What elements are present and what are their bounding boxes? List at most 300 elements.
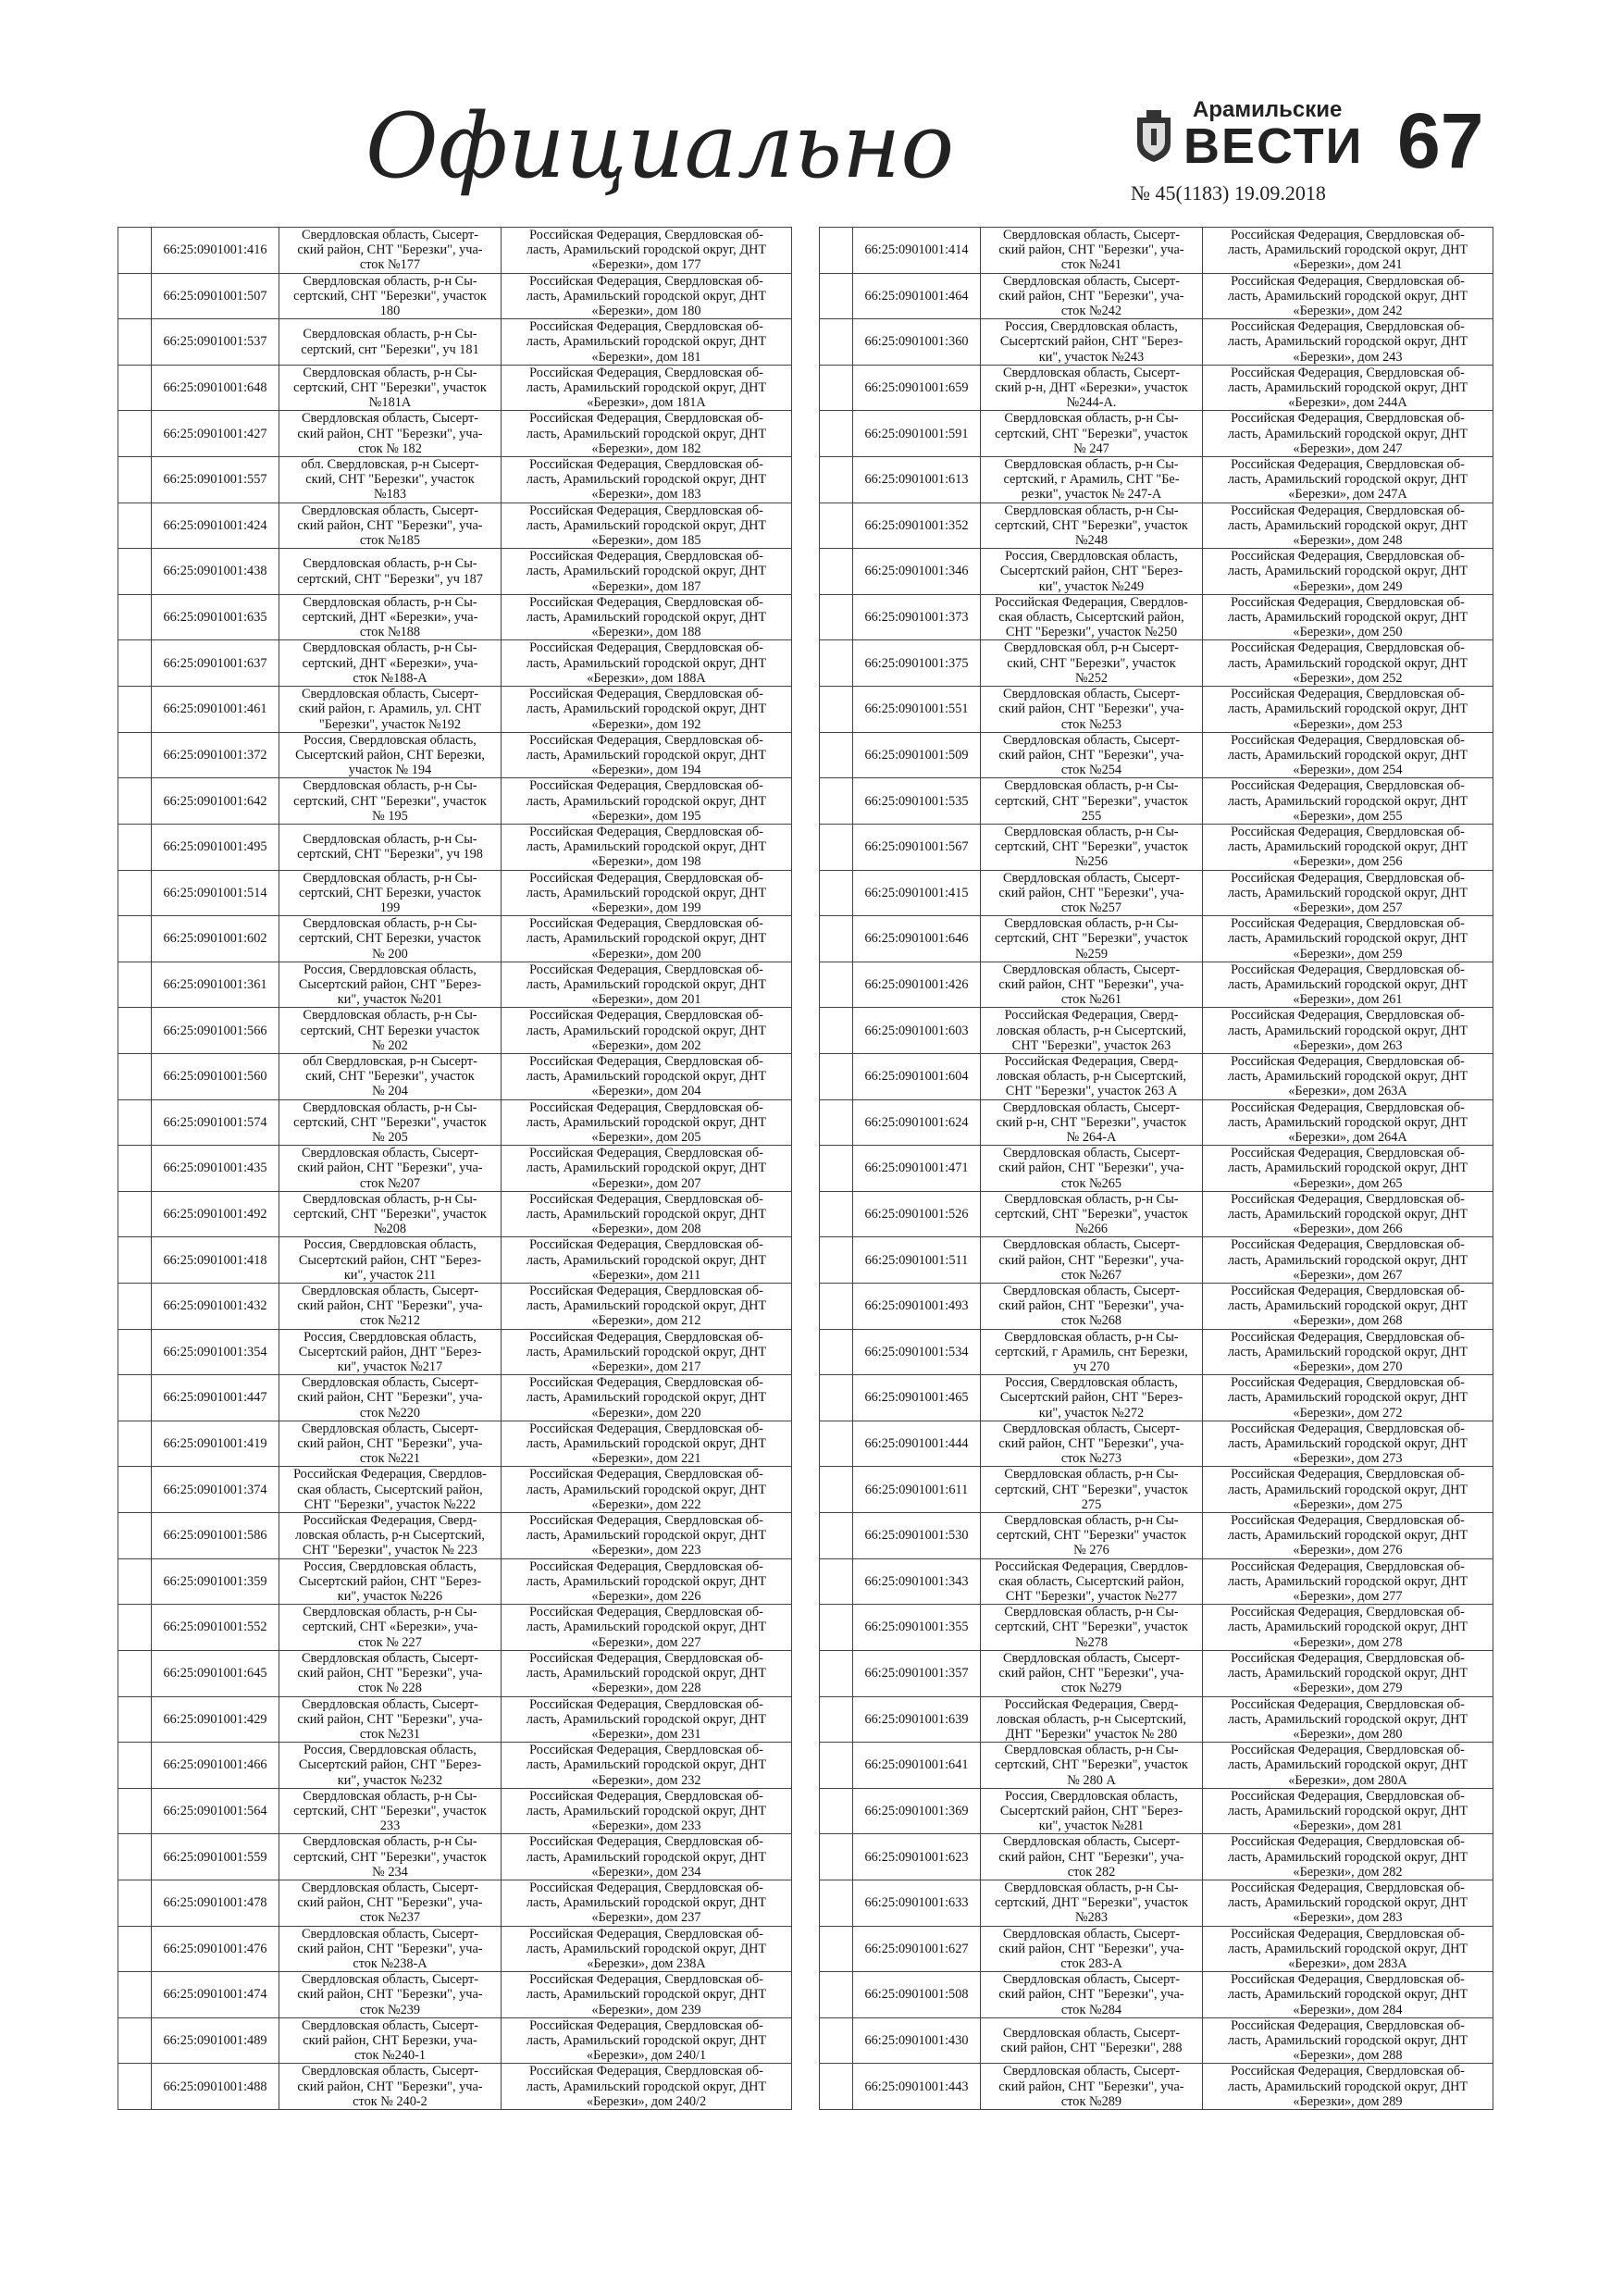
new-address-cell: Российская Федерация, Свердловская об- ласть, Арамильский городской округ, ДНТ «Березки», дом 220 [502, 1375, 792, 1421]
empty-cell [118, 1926, 152, 1972]
old-address-cell: Российская Федерация, Свердлов- ская область, Сысертский район, СНТ "Березки", участок №222 [279, 1467, 502, 1513]
table-row [118, 1191, 792, 1237]
empty-cell [118, 1558, 152, 1605]
old-address-cell: Свердловская область, Сысерт- ский район, СНТ "Березки", уча- сток №185 [279, 503, 502, 549]
empty-cell [118, 594, 152, 640]
new-address-cell: Российская Федерация, Свердловская об- ласть, Арамильский городской округ, ДНТ «Березки», дом 256 [1203, 824, 1493, 870]
old-address-cell: Свердловская область, Сысерт- ский район, СНТ "Березки", уча- сток №284 [981, 1972, 1203, 2018]
old-address-cell: Свердловская область, Сысерт- ский район, СНТ "Березки", уча- сток №239 [279, 1972, 502, 2018]
table-row [118, 1972, 792, 2018]
cadastral-number-cell: 66:25:0901001:567 [853, 824, 981, 870]
new-address-cell: Российская Федерация, Свердловская об- ласть, Арамильский городской округ, ДНТ «Березки», дом 255 [1203, 778, 1493, 825]
cadastral-number-cell: 66:25:0901001:645 [152, 1650, 279, 1696]
cadastral-number-cell: 66:25:0901001:492 [152, 1191, 279, 1237]
old-address-cell: Свердловская область, Сысерт- ский район, СНТ "Березки", уча- сток №273 [981, 1421, 1203, 1467]
new-address-cell: Российская Федерация, Свердловская об- ласть, Арамильский городской округ, ДНТ «Березки», дом 268 [1203, 1284, 1493, 1330]
old-address-cell: Российская Федерация, Сверд- ловская область, р-н Сысертский, СНТ "Березки", участок 263 А [981, 1053, 1203, 1099]
empty-cell [118, 1696, 152, 1743]
logo-line2: ВЕСТИ [1183, 118, 1364, 174]
old-address-cell: Свердловская область, Сысерт- ский район, СНТ "Березки", уча- сток №279 [981, 1650, 1203, 1696]
old-address-cell: Свердловская область, Сысерт- ский р-н, ДНТ «Березки», участок №244-А. [981, 365, 1203, 411]
empty-cell [118, 732, 152, 778]
empty-cell [118, 228, 152, 274]
new-address-cell: Российская Федерация, Свердловская об- ласть, Арамильский городской округ, ДНТ «Березки», дом 199 [502, 870, 792, 916]
new-address-cell: Российская Федерация, Свердловская об- ласть, Арамильский городской округ, ДНТ «Березки», дом 227 [502, 1605, 792, 1651]
old-address-cell: Свердловская область, р-н Сы- сертский, г Арамиль, снт Березки, уч 270 [981, 1329, 1203, 1375]
cadastral-number-cell: 66:25:0901001:535 [853, 778, 981, 825]
new-address-cell: Российская Федерация, Свердловская об- ласть, Арамильский городской округ, ДНТ «Березки», дом 247А [1203, 457, 1493, 503]
new-address-cell: Российская Федерация, Свердловская об- ласть, Арамильский городской округ, ДНТ «Березки», дом 223 [502, 1513, 792, 1559]
empty-cell [118, 1650, 152, 1696]
new-address-cell: Российская Федерация, Свердловская об- ласть, Арамильский городской округ, ДНТ «Березки», дом 204 [502, 1053, 792, 1099]
cadastral-number-cell: 66:25:0901001:444 [853, 1421, 981, 1467]
empty-cell [820, 549, 853, 595]
new-address-cell: Российская Федерация, Свердловская об- ласть, Арамильский городской округ, ДНТ «Березки», дом 288 [1203, 2017, 1493, 2064]
new-address-cell: Российская Федерация, Свердловская об- ласть, Арамильский городской округ, ДНТ «Березки», дом 242 [1203, 273, 1493, 319]
new-address-cell: Российская Федерация, Свердловская об- ласть, Арамильский городской округ, ДНТ «Березки», дом 281 [1203, 1788, 1493, 1834]
empty-cell [118, 1788, 152, 1834]
cadastral-number-cell: 66:25:0901001:427 [152, 411, 279, 457]
new-address-cell: Российская Федерация, Свердловская об- ласть, Арамильский городской округ, ДНТ «Березки», дом 183 [502, 457, 792, 503]
cadastral-number-cell: 66:25:0901001:419 [152, 1421, 279, 1467]
cadastral-number-cell: 66:25:0901001:355 [853, 1605, 981, 1651]
cadastral-number-cell: 66:25:0901001:574 [152, 1099, 279, 1146]
table-row [118, 1329, 792, 1375]
empty-cell [118, 1284, 152, 1330]
empty-cell [820, 1880, 853, 1926]
cadastral-number-cell: 66:25:0901001:493 [853, 1284, 981, 1330]
old-address-cell: Свердловская область, р-н Сы- сертский, СНТ «Березки», уча- сток № 227 [279, 1605, 502, 1651]
table-row [820, 1513, 1493, 1559]
new-address-cell: Российская Федерация, Свердловская об- ласть, Арамильский городской округ, ДНТ «Березки», дом 280 [1203, 1696, 1493, 1743]
empty-cell [118, 549, 152, 595]
new-address-cell: Российская Федерация, Свердловская об- ласть, Арамильский городской округ, ДНТ «Березки», дом 222 [502, 1467, 792, 1513]
old-address-cell: Российская Федерация, Сверд- ловская область, р-н Сысертский, СНТ "Березки", участок № 223 [279, 1513, 502, 1559]
old-address-cell: Свердловская область, Сысерт- ский район, СНТ Березки, уча- сток №240-1 [279, 2017, 502, 2064]
cadastral-number-cell: 66:25:0901001:659 [853, 365, 981, 411]
old-address-cell: Свердловская область, р-н Сы- сертский, СНТ "Березки", участок № 247 [981, 411, 1203, 457]
empty-cell [118, 1513, 152, 1559]
empty-cell [820, 1513, 853, 1559]
empty-cell [820, 1099, 853, 1146]
empty-cell [118, 2017, 152, 2064]
new-address-cell: Российская Федерация, Свердловская об- ласть, Арамильский городской округ, ДНТ «Березки», дом 233 [502, 1788, 792, 1834]
empty-cell [118, 365, 152, 411]
new-address-cell: Российская Федерация, Свердловская об- ласть, Арамильский городской округ, ДНТ «Березки», дом 252 [1203, 640, 1493, 687]
new-address-cell: Российская Федерация, Свердловская об- ласть, Арамильский городской округ, ДНТ «Березки», дом 212 [502, 1284, 792, 1330]
cadastral-number-cell: 66:25:0901001:418 [152, 1237, 279, 1284]
empty-cell [118, 411, 152, 457]
empty-cell [118, 1146, 152, 1192]
empty-cell [118, 916, 152, 962]
new-address-cell: Российская Федерация, Свердловская об- ласть, Арамильский городской округ, ДНТ «Березки», дом 237 [502, 1880, 792, 1926]
table-row [820, 1696, 1493, 1743]
new-address-cell: Российская Федерация, Свердловская об- ласть, Арамильский городской округ, ДНТ «Березки», дом 188А [502, 640, 792, 687]
empty-cell [118, 1237, 152, 1284]
table-row [118, 1421, 792, 1467]
section-title: Официально [365, 94, 955, 198]
new-address-cell: Российская Федерация, Свердловская об- ласть, Арамильский городской округ, ДНТ «Березки», дом 240/2 [502, 2064, 792, 2110]
old-address-cell: Свердловская область, р-н Сы- сертский, ДНТ "Березки", участок №283 [981, 1880, 1203, 1926]
table-row [820, 962, 1493, 1008]
new-address-cell: Российская Федерация, Свердловская об- ласть, Арамильский городской округ, ДНТ «Березки», дом 261 [1203, 962, 1493, 1008]
cadastral-number-cell: 66:25:0901001:447 [152, 1375, 279, 1421]
new-address-cell: Российская Федерация, Свердловская об- ласть, Арамильский городской округ, ДНТ «Березки», дом 259 [1203, 916, 1493, 962]
cadastral-number-cell: 66:25:0901001:637 [152, 640, 279, 687]
empty-cell [820, 273, 853, 319]
table-row [118, 1834, 792, 1880]
table-row [118, 1146, 792, 1192]
new-address-cell: Российская Федерация, Свердловская об- ласть, Арамильский городской округ, ДНТ «Березки», дом 234 [502, 1834, 792, 1880]
cadastral-number-cell: 66:25:0901001:507 [152, 273, 279, 319]
new-address-cell: Российская Федерация, Свердловская об- ласть, Арамильский городской округ, ДНТ «Березки», дом 253 [1203, 687, 1493, 733]
new-address-cell: Российская Федерация, Свердловская об- ласть, Арамильский городской округ, ДНТ «Березки», дом 254 [1203, 732, 1493, 778]
cadastral-number-cell: 66:25:0901001:646 [853, 916, 981, 962]
cadastral-number-cell: 66:25:0901001:639 [853, 1696, 981, 1743]
table-row [118, 870, 792, 916]
cadastral-number-cell: 66:25:0901001:464 [853, 273, 981, 319]
cadastral-number-cell: 66:25:0901001:343 [853, 1558, 981, 1605]
empty-cell [118, 687, 152, 733]
empty-cell [820, 503, 853, 549]
cadastral-number-cell: 66:25:0901001:461 [152, 687, 279, 733]
table-row [820, 503, 1493, 549]
empty-cell [118, 1053, 152, 1099]
old-address-cell: Свердловская область, р-н Сы- сертский, СНТ "Березки", уч 198 [279, 824, 502, 870]
empty-cell [118, 2064, 152, 2110]
new-address-cell: Российская Федерация, Свердловская об- ласть, Арамильский городской округ, ДНТ «Березки», дом 181А [502, 365, 792, 411]
table-row [118, 1099, 792, 1146]
cadastral-number-cell: 66:25:0901001:432 [152, 1284, 279, 1330]
table-row [118, 365, 792, 411]
old-address-cell: Свердловская область, р-н Сы- сертский, СНТ "Березки", участок №248 [981, 503, 1203, 549]
old-address-cell: Свердловская область, Сысерт- ский район, СНТ "Березки", уча- сток №265 [981, 1146, 1203, 1192]
new-address-cell: Российская Федерация, Свердловская об- ласть, Арамильский городской округ, ДНТ «Березки», дом 228 [502, 1650, 792, 1696]
new-address-cell: Российская Федерация, Свердловская об- ласть, Арамильский городской округ, ДНТ «Березки», дом 265 [1203, 1146, 1493, 1192]
new-address-cell: Российская Федерация, Свердловская об- ласть, Арамильский городской округ, ДНТ «Березки», дом 198 [502, 824, 792, 870]
new-address-cell: Российская Федерация, Свердловская об- ласть, Арамильский городской округ, ДНТ «Березки», дом 240/1 [502, 2017, 792, 2064]
cadastral-number-cell: 66:25:0901001:354 [152, 1329, 279, 1375]
old-address-cell: Свердловская область, Сысерт- ский район, СНТ "Березки", уча- сток №289 [981, 2064, 1203, 2110]
table-row [820, 1972, 1493, 2018]
cadastral-number-cell: 66:25:0901001:552 [152, 1605, 279, 1651]
empty-cell [820, 1834, 853, 1880]
old-address-cell: Свердловская область, Сысерт- ский район, СНТ "Березки", уча- сток №257 [981, 870, 1203, 916]
empty-cell [820, 732, 853, 778]
table-row [820, 1099, 1493, 1146]
empty-cell [820, 1053, 853, 1099]
table-row [118, 457, 792, 503]
table-row [820, 1743, 1493, 1789]
cadastral-number-cell: 66:25:0901001:514 [152, 870, 279, 916]
old-address-cell: Российская Федерация, Свердлов- ская область, Сысертский район, СНТ "Березки", участок №250 [981, 594, 1203, 640]
table-row [118, 319, 792, 366]
cadastral-number-cell: 66:25:0901001:537 [152, 319, 279, 366]
new-address-cell: Российская Федерация, Свердловская об- ласть, Арамильский городской округ, ДНТ «Березки», дом 275 [1203, 1467, 1493, 1513]
registry-table-left [118, 227, 792, 2110]
table-row [118, 1375, 792, 1421]
cadastral-number-cell: 66:25:0901001:375 [853, 640, 981, 687]
cadastral-number-cell: 66:25:0901001:642 [152, 778, 279, 825]
old-address-cell: Свердловская область, р-н Сы- сертский, СНТ "Березки", участок 233 [279, 1788, 502, 1834]
empty-cell [820, 594, 853, 640]
new-address-cell: Российская Федерация, Свердловская об- ласть, Арамильский городской округ, ДНТ «Березки», дом 217 [502, 1329, 792, 1375]
cadastral-number-cell: 66:25:0901001:557 [152, 457, 279, 503]
table-row [820, 1788, 1493, 1834]
table-row [118, 228, 792, 274]
empty-cell [118, 273, 152, 319]
old-address-cell: Российская Федерация, Сверд- ловская область, р-н Сысертский, СНТ "Березки", участок 263 [981, 1008, 1203, 1054]
new-address-cell: Российская Федерация, Свердловская об- ласть, Арамильский городской округ, ДНТ «Березки», дом 177 [502, 228, 792, 274]
new-address-cell: Российская Федерация, Свердловская об- ласть, Арамильский городской округ, ДНТ «Березки», дом 192 [502, 687, 792, 733]
new-address-cell: Российская Федерация, Свердловская об- ласть, Арамильский городской округ, ДНТ «Березки», дом 195 [502, 778, 792, 825]
table-row [820, 319, 1493, 366]
old-address-cell: Свердловская область, Сысерт- ский район, СНТ "Березки", уча- сток №242 [981, 273, 1203, 319]
new-address-cell: Российская Федерация, Свердловская об- ласть, Арамильский городской округ, ДНТ «Березки», дом 185 [502, 503, 792, 549]
cadastral-number-cell: 66:25:0901001:627 [853, 1926, 981, 1972]
cadastral-number-cell: 66:25:0901001:623 [853, 1834, 981, 1880]
empty-cell [118, 1972, 152, 2018]
old-address-cell: Свердловская область, р-н Сы- сертский, СНТ "Березки", участок № 234 [279, 1834, 502, 1880]
old-address-cell: Свердловская область, р-н Сы- сертский, СНТ Березки участок № 202 [279, 1008, 502, 1054]
empty-cell [820, 1237, 853, 1284]
old-address-cell: Россия, Свердловская область, Сысертский район, СНТ "Берез- ки", участок №201 [279, 962, 502, 1008]
old-address-cell: Свердловская область, Сысерт- ский район, СНТ "Березки", уча- сток №212 [279, 1284, 502, 1330]
cadastral-number-cell: 66:25:0901001:611 [853, 1467, 981, 1513]
new-address-cell: Российская Федерация, Свердловская об- ласть, Арамильский городской округ, ДНТ «Березки», дом 211 [502, 1237, 792, 1284]
old-address-cell: Свердловская область, р-н Сы- сертский, СНТ "Березки", участок № 280 А [981, 1743, 1203, 1789]
cadastral-number-cell: 66:25:0901001:372 [152, 732, 279, 778]
table-row [118, 594, 792, 640]
old-address-cell: Россия, Свердловская область, Сысертский район, СНТ Березки, участок № 194 [279, 732, 502, 778]
new-address-cell: Российская Федерация, Свердловская об- ласть, Арамильский городской округ, ДНТ «Березки», дом 248 [1203, 503, 1493, 549]
new-address-cell: Российская Федерация, Свердловская об- ласть, Арамильский городской округ, ДНТ «Березки», дом 283 [1203, 1880, 1493, 1926]
new-address-cell: Российская Федерация, Свердловская об- ласть, Арамильский городской округ, ДНТ «Березки», дом 283А [1203, 1926, 1493, 1972]
table-row [118, 1605, 792, 1651]
old-address-cell: Свердловская область, Сысерт- ский район, СНТ "Березки", уча- сток №237 [279, 1880, 502, 1926]
table-row [118, 1696, 792, 1743]
empty-cell [820, 687, 853, 733]
new-address-cell: Российская Федерация, Свердловская об- ласть, Арамильский городской округ, ДНТ «Березки», дом 289 [1203, 2064, 1493, 2110]
table-row [820, 687, 1493, 733]
cadastral-number-cell: 66:25:0901001:352 [853, 503, 981, 549]
new-address-cell: Российская Федерация, Свердловская об- ласть, Арамильский городской округ, ДНТ «Березки», дом 181 [502, 319, 792, 366]
old-address-cell: Россия, Свердловская область, Сысертский район, СНТ "Берез- ки", участок №281 [981, 1788, 1203, 1834]
newspaper-logo [1134, 97, 1364, 190]
new-address-cell: Российская Федерация, Свердловская об- ласть, Арамильский городской округ, ДНТ «Березки», дом 270 [1203, 1329, 1493, 1375]
table-row [820, 549, 1493, 595]
old-address-cell: Свердловская область, р-н Сы- сертский, СНТ "Березки", уч 187 [279, 549, 502, 595]
cadastral-number-cell: 66:25:0901001:534 [853, 1329, 981, 1375]
empty-cell [820, 2017, 853, 2064]
table-row [118, 778, 792, 825]
empty-cell [118, 457, 152, 503]
empty-cell [118, 1467, 152, 1513]
old-address-cell: Свердловская область, р-н Сы- сертский, СНТ "Березки" участок № 276 [981, 1513, 1203, 1559]
empty-cell [118, 503, 152, 549]
table-row [118, 916, 792, 962]
empty-cell [820, 365, 853, 411]
empty-cell [820, 916, 853, 962]
new-address-cell: Российская Федерация, Свердловская об- ласть, Арамильский городской округ, ДНТ «Березки», дом 279 [1203, 1650, 1493, 1696]
cadastral-number-cell: 66:25:0901001:488 [152, 2064, 279, 2110]
old-address-cell: Российская Федерация, Свердлов- ская область, Сысертский район, СНТ "Березки", участок №277 [981, 1558, 1203, 1605]
new-address-cell: Российская Федерация, Свердловская об- ласть, Арамильский городской округ, ДНТ «Березки», дом 231 [502, 1696, 792, 1743]
empty-cell [820, 1605, 853, 1651]
cadastral-number-cell: 66:25:0901001:508 [853, 1972, 981, 2018]
registry-table-right [819, 227, 1493, 2110]
old-address-cell: Свердловская область, Сысерт- ский район, СНТ "Березки", уча- сток №221 [279, 1421, 502, 1467]
empty-cell [820, 778, 853, 825]
new-address-cell: Российская Федерация, Свердловская об- ласть, Арамильский городской округ, ДНТ «Березки», дом 244А [1203, 365, 1493, 411]
cadastral-number-cell: 66:25:0901001:564 [152, 1788, 279, 1834]
old-address-cell: Свердловская область, Сысерт- ский район, СНТ "Березки", уча- сток №253 [981, 687, 1203, 733]
old-address-cell: Российская Федерация, Сверд- ловская область, р-н Сысертский, ДНТ "Березки" участок № 280 [981, 1696, 1203, 1743]
cadastral-number-cell: 66:25:0901001:489 [152, 2017, 279, 2064]
new-address-cell: Российская Федерация, Свердловская об- ласть, Арамильский городской округ, ДНТ «Березки», дом 280А [1203, 1743, 1493, 1789]
new-address-cell: Российская Федерация, Свердловская об- ласть, Арамильский городской округ, ДНТ «Березки», дом 263А [1203, 1053, 1493, 1099]
cadastral-number-cell: 66:25:0901001:474 [152, 1972, 279, 2018]
old-address-cell: Свердловская обл, р-н Сысерт- ский, СНТ "Березки", участок №252 [981, 640, 1203, 687]
old-address-cell: Россия, Свердловская область, Сысертский район, СНТ "Берез- ки", участок 211 [279, 1237, 502, 1284]
table-row [820, 2064, 1493, 2110]
cadastral-number-cell: 66:25:0901001:551 [853, 687, 981, 733]
table-row [118, 1008, 792, 1054]
old-address-cell: Свердловская область, Сысерт- ский район, СНТ "Березки", уча- сток №238-А [279, 1926, 502, 1972]
new-address-cell: Российская Федерация, Свердловская об- ласть, Арамильский городской округ, ДНТ «Березки», дом 278 [1203, 1605, 1493, 1651]
cadastral-number-cell: 66:25:0901001:648 [152, 365, 279, 411]
new-address-cell: Российская Федерация, Свердловская об- ласть, Арамильский городской округ, ДНТ «Березки», дом 276 [1203, 1513, 1493, 1559]
old-address-cell: Россия, Свердловская область, Сысертский район, СНТ "Берез- ки", участок №226 [279, 1558, 502, 1605]
table-row [118, 1926, 792, 1972]
table-row [820, 824, 1493, 870]
old-address-cell: Свердловская область, р-н Сы- сертский, СНТ "Березки", участок №278 [981, 1605, 1203, 1651]
table-row [820, 1191, 1493, 1237]
table-row [118, 1743, 792, 1789]
cadastral-number-cell: 66:25:0901001:495 [152, 824, 279, 870]
cadastral-number-cell: 66:25:0901001:465 [853, 1375, 981, 1421]
table-row [118, 2017, 792, 2064]
old-address-cell: Свердловская область, Сысерт- ский район, СНТ "Березки", 288 [981, 2017, 1203, 2064]
new-address-cell: Российская Федерация, Свердловская об- ласть, Арамильский городской округ, ДНТ «Березки», дом 194 [502, 732, 792, 778]
old-address-cell: Свердловская область, Сысерт- ский район, СНТ "Березки", уча- сток № 240-2 [279, 2064, 502, 2110]
table-row [820, 640, 1493, 687]
table-row [820, 594, 1493, 640]
empty-cell [820, 319, 853, 366]
old-address-cell: Свердловская область, Сысерт- ский район, СНТ "Березки", уча- сток №177 [279, 228, 502, 274]
cadastral-number-cell: 66:25:0901001:426 [853, 962, 981, 1008]
cadastral-number-cell: 66:25:0901001:346 [853, 549, 981, 595]
empty-cell [820, 2064, 853, 2110]
empty-cell [820, 1421, 853, 1467]
empty-cell [118, 1743, 152, 1789]
issue-date: № 45(1183) 19.09.2018 [1131, 181, 1326, 205]
table-row [118, 1053, 792, 1099]
old-address-cell: Свердловская область, р-н Сы- сертский, СНТ "Березки", участок №181А [279, 365, 502, 411]
new-address-cell: Российская Федерация, Свердловская об- ласть, Арамильский городской округ, ДНТ «Березки», дом 266 [1203, 1191, 1493, 1237]
empty-cell [820, 1696, 853, 1743]
old-address-cell: Свердловская область, Сысерт- ский район, СНТ "Березки", уча- сток №268 [981, 1284, 1203, 1330]
new-address-cell: Российская Федерация, Свердловская об- ласть, Арамильский городской округ, ДНТ «Березки», дом 241 [1203, 228, 1493, 274]
empty-cell [820, 1284, 853, 1330]
logo-line1: Арамильские [1193, 97, 1343, 122]
empty-cell [820, 1558, 853, 1605]
old-address-cell: Свердловская область, Сысерт- ский район, г. Арамиль, ул. СНТ "Березки", участок №192 [279, 687, 502, 733]
empty-cell [118, 1329, 152, 1375]
old-address-cell: Россия, Свердловская область, Сысертский район, СНТ "Берез- ки", участок №249 [981, 549, 1203, 595]
empty-cell [820, 1926, 853, 1972]
old-address-cell: Россия, Свердловская область, Сысертский район, СНТ "Берез- ки", участок №243 [981, 319, 1203, 366]
old-address-cell: Свердловская область, р-н Сы- сертский, снт "Березки", уч 181 [279, 319, 502, 366]
new-address-cell: Российская Федерация, Свердловская об- ласть, Арамильский городской округ, ДНТ «Березки», дом 200 [502, 916, 792, 962]
empty-cell [820, 640, 853, 687]
table-row [118, 1650, 792, 1696]
cadastral-number-cell: 66:25:0901001:641 [853, 1743, 981, 1789]
table-row [820, 365, 1493, 411]
empty-cell [820, 1650, 853, 1696]
table-row [118, 411, 792, 457]
empty-cell [118, 824, 152, 870]
old-address-cell: Россия, Свердловская область, Сысертский район, СНТ "Берез- ки", участок №232 [279, 1743, 502, 1789]
new-address-cell: Российская Федерация, Свердловская об- ласть, Арамильский городской округ, ДНТ «Березки», дом 201 [502, 962, 792, 1008]
empty-cell [118, 1008, 152, 1054]
old-address-cell: Свердловская область, Сысерт- ский район, СНТ "Березки", уча- сток №231 [279, 1696, 502, 1743]
cadastral-number-cell: 66:25:0901001:416 [152, 228, 279, 274]
empty-cell [118, 1880, 152, 1926]
old-address-cell: Свердловская область, р-н Сы- сертский, СНТ "Березки", участок №259 [981, 916, 1203, 962]
empty-cell [820, 457, 853, 503]
table-row [820, 1467, 1493, 1513]
old-address-cell: Свердловская область, Сысерт- ский р-н, СНТ "Березки", участок № 264-А [981, 1099, 1203, 1146]
new-address-cell: Российская Федерация, Свердловская об- ласть, Арамильский городской округ, ДНТ «Березки», дом 247 [1203, 411, 1493, 457]
table-row [820, 1421, 1493, 1467]
old-address-cell: Свердловская область, р-н Сы- сертский, ДНТ «Березки», уча- сток №188-А [279, 640, 502, 687]
cadastral-number-cell: 66:25:0901001:360 [853, 319, 981, 366]
cadastral-number-cell: 66:25:0901001:526 [853, 1191, 981, 1237]
empty-cell [118, 1191, 152, 1237]
empty-cell [118, 640, 152, 687]
table-row [118, 687, 792, 733]
table-row [820, 1650, 1493, 1696]
cadastral-number-cell: 66:25:0901001:559 [152, 1834, 279, 1880]
old-address-cell: Свердловская область, р-н Сы- сертский, СНТ "Березки", участок 180 [279, 273, 502, 319]
new-address-cell: Российская Федерация, Свердловская об- ласть, Арамильский городской округ, ДНТ «Березки», дом 226 [502, 1558, 792, 1605]
table-row [820, 411, 1493, 457]
new-address-cell: Российская Федерация, Свердловская об- ласть, Арамильский городской округ, ДНТ «Березки», дом 205 [502, 1099, 792, 1146]
new-address-cell: Российская Федерация, Свердловская об- ласть, Арамильский городской округ, ДНТ «Березки», дом 202 [502, 1008, 792, 1054]
new-address-cell: Российская Федерация, Свердловская об- ласть, Арамильский городской округ, ДНТ «Березки», дом 188 [502, 594, 792, 640]
cadastral-number-cell: 66:25:0901001:373 [853, 594, 981, 640]
old-address-cell: Свердловская область, р-н Сы- сертский, СНТ "Березки", участок №208 [279, 1191, 502, 1237]
table-row [820, 1558, 1493, 1605]
empty-cell [820, 1788, 853, 1834]
cadastral-number-cell: 66:25:0901001:443 [853, 2064, 981, 2110]
old-address-cell: Свердловская область, Сысерт- ский район, СНТ "Березки", уча- сток №207 [279, 1146, 502, 1192]
old-address-cell: Свердловская область, р-н Сы- сертский, СНТ Березки, участок 199 [279, 870, 502, 916]
table-row [820, 1880, 1493, 1926]
table-row [118, 640, 792, 687]
cadastral-number-cell: 66:25:0901001:476 [152, 1926, 279, 1972]
new-address-cell: Российская Федерация, Свердловская об- ласть, Арамильский городской округ, ДНТ «Березки», дом 180 [502, 273, 792, 319]
cadastral-number-cell: 66:25:0901001:435 [152, 1146, 279, 1192]
table-row [820, 1605, 1493, 1651]
empty-cell [820, 824, 853, 870]
table-row [820, 457, 1493, 503]
cadastral-number-cell: 66:25:0901001:430 [853, 2017, 981, 2064]
table-row [118, 549, 792, 595]
cadastral-number-cell: 66:25:0901001:471 [853, 1146, 981, 1192]
empty-cell [820, 962, 853, 1008]
